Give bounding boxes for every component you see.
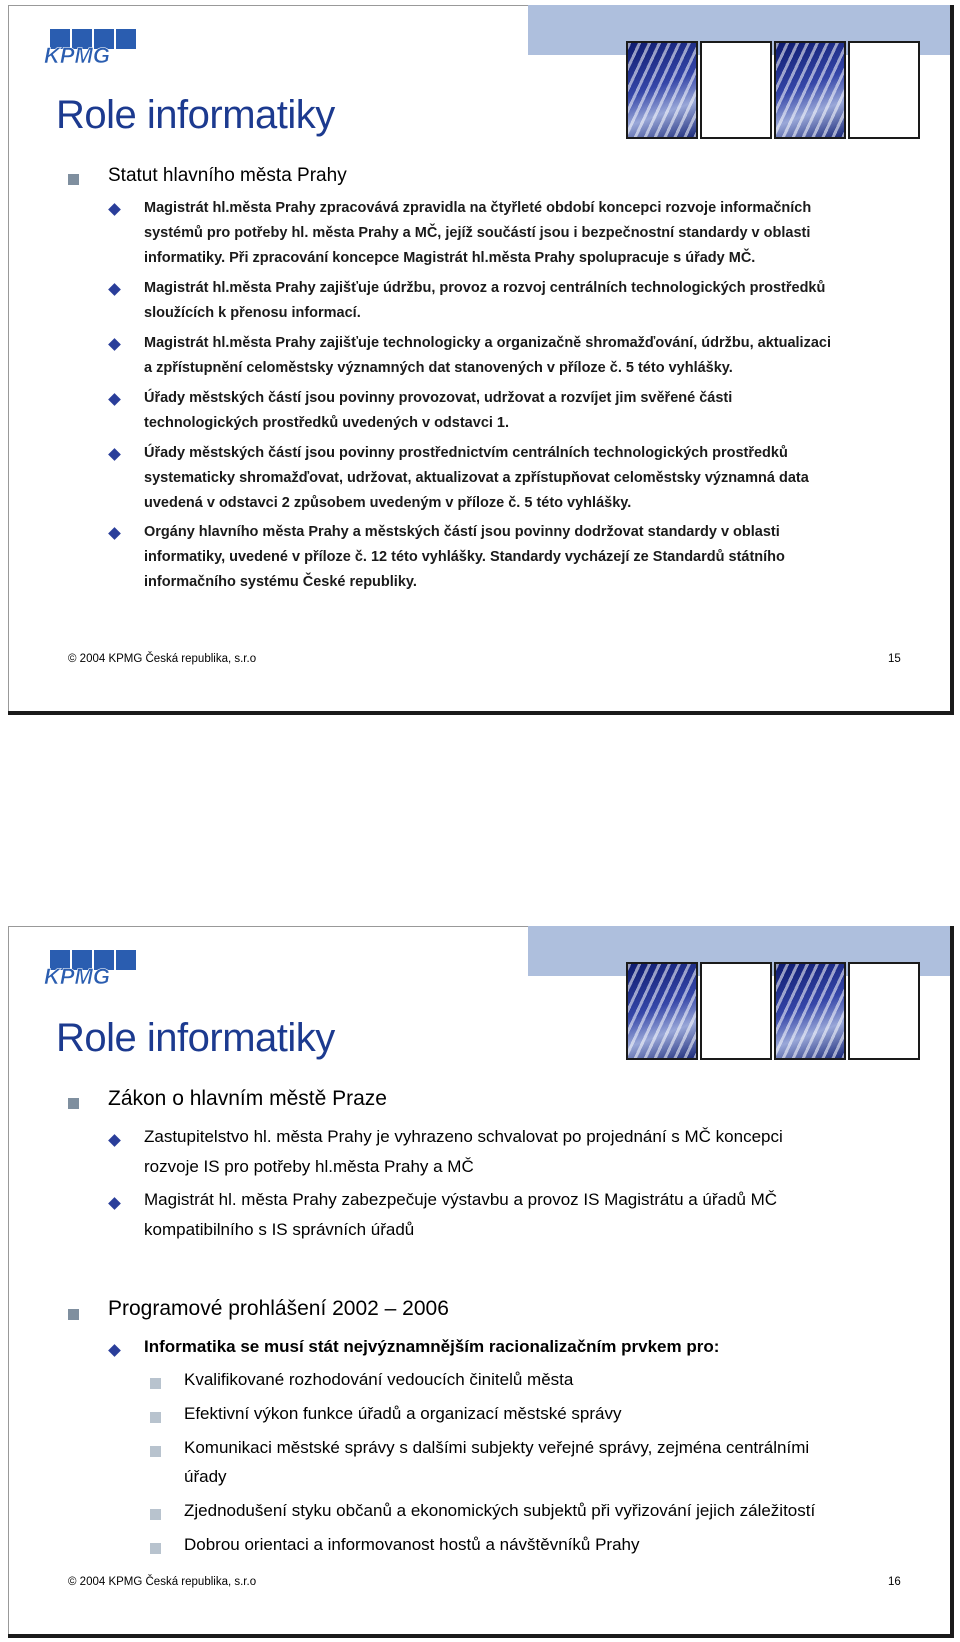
list-item: Kvalifikované rozhodování vedoucích činitelů města [184, 1370, 574, 1389]
header-photos [626, 962, 916, 1058]
paragraph-line: informatiky. Při zpracování koncepce Magistrát hl.města Prahy spolupracuje s úřady MČ. [144, 250, 756, 266]
bullet-diamond-icon [108, 393, 121, 406]
slide-16 [8, 926, 954, 1638]
paragraph-line: a zpřístupnění celoměstsky významných dat stanovených v příloze č. 5 této vyhlášky. [144, 360, 733, 376]
paragraph-line: Úřady městských částí jsou povinny provozovat, udržovat a rozvíjet jim svěřené části [144, 390, 733, 406]
slide-title: Role informatiky [56, 93, 335, 137]
paragraph-line: kompatibilního s IS správních úřadů [144, 1220, 415, 1239]
paragraph-line: informačního systému České republiky. [144, 574, 417, 590]
bullet-diamond-icon [108, 1344, 121, 1357]
paragraph-line: systémů pro potřeby hl. města Prahy a MČ, jejíž součástí jsou i bezpečnostní standardy v oblasti [144, 225, 811, 241]
bullet-square-icon [150, 1378, 161, 1389]
page-number: 16 [888, 1576, 901, 1588]
paragraph-line: Informatika se musí stát nejvýznamnějším racionalizačním prvkem pro: [144, 1337, 720, 1356]
paragraph-line: Zastupitelstvo hl. města Prahy je vyhrazeno schvalovat po projednání s MČ koncepci [144, 1127, 783, 1146]
paragraph-line: informatiky, uvedené v příloze č. 12 této vyhlášky. Standardy vycházejí ze Standardů státního [144, 549, 785, 565]
svg-text:KPMG: KPMG [44, 964, 110, 988]
section-heading: Zákon o hlavním městě Praze [108, 1087, 387, 1110]
paragraph-line: Magistrát hl.města Prahy zajišťuje údržbu, provoz a rozvoj centrálních technologických prostředků [144, 280, 826, 296]
paragraph-line: uvedená v odstavci 2 způsobem uvedeným v příloze č. 5 této vyhlášky. [144, 495, 632, 511]
bullet-diamond-icon [108, 527, 121, 540]
photo-1 [626, 41, 698, 139]
kpmg-logo [42, 948, 138, 988]
paragraph-line: systematicky shromažďovat, udržovat, aktualizovat a zpřístupňovat celoměstsky významná data [144, 470, 809, 486]
paragraph-line: Magistrát hl.města Prahy zpracovává zpravidla na čtyřleté období koncepci rozvoje informačních [144, 200, 812, 216]
list-item: Efektivní výkon funkce úřadů a organizací městské správy [184, 1404, 622, 1423]
photo-1 [626, 962, 698, 1060]
list-item: úřady [184, 1467, 227, 1486]
footer-copyright: © 2004 KPMG Česká republika, s.r.o [68, 1576, 257, 1588]
photo-2 [700, 962, 772, 1060]
bullet-square-icon [68, 1309, 79, 1320]
bullet-square-icon [68, 1098, 79, 1109]
list-item: Dobrou orientaci a informovanost hostů a návštěvníků Prahy [184, 1535, 640, 1554]
svg-text:KPMG: KPMG [44, 43, 110, 67]
page-number: 15 [888, 653, 901, 665]
paragraph-line: technologických prostředků uvedených v odstavci 1. [144, 415, 510, 431]
list-item: Komunikaci městské správy s dalšími subjekty veřejné správy, zejména centrálními [184, 1438, 810, 1457]
bullet-square-icon [68, 174, 79, 185]
photo-3 [774, 41, 846, 139]
paragraph-line: sloužících k přenosu informací. [144, 305, 361, 321]
bullet-diamond-icon [108, 338, 121, 351]
paragraph-line: Úřady městských částí jsou povinny prostřednictvím centrálních technologických prostředků [144, 445, 788, 461]
list-item: Zjednodušení styku občanů a ekonomických subjektů při vyřizování jejich záležitostí [184, 1501, 816, 1520]
kpmg-logo [42, 27, 138, 67]
paragraph-line: Magistrát hl. města Prahy zabezpečuje výstavbu a provoz IS Magistrátu a úřadů MČ [144, 1190, 778, 1209]
paragraph-line: rozvoje IS pro potřeby hl.města Prahy a MČ [144, 1157, 474, 1176]
bullet-square-icon [150, 1543, 161, 1554]
bullet-square-icon [150, 1412, 161, 1423]
photo-4 [848, 962, 920, 1060]
bullet-diamond-icon [108, 283, 121, 296]
photo-2 [700, 41, 772, 139]
bullet-diamond-icon [108, 203, 121, 216]
photo-4 [848, 41, 920, 139]
photo-3 [774, 962, 846, 1060]
bullet-square-icon [150, 1509, 161, 1520]
footer-copyright: © 2004 KPMG Česká republika, s.r.o [68, 653, 257, 665]
section-heading: Programové prohlášení 2002 – 2006 [108, 1297, 449, 1320]
paragraph-line: Magistrát hl.města Prahy zajišťuje technologicky a organizačně shromažďování, údržbu, aktualizaci [144, 335, 831, 351]
section-heading: Statut hlavního města Prahy [108, 165, 347, 186]
bullet-diamond-icon [108, 1134, 121, 1147]
slide-15 [8, 5, 954, 715]
bullet-square-icon [150, 1446, 161, 1457]
slide-title: Role informatiky [56, 1016, 335, 1060]
header-photos [626, 41, 916, 137]
bullet-diamond-icon [108, 448, 121, 461]
bullet-diamond-icon [108, 1197, 121, 1210]
paragraph-line: Orgány hlavního města Prahy a městských částí jsou povinny dodržovat standardy v oblasti [144, 524, 780, 540]
